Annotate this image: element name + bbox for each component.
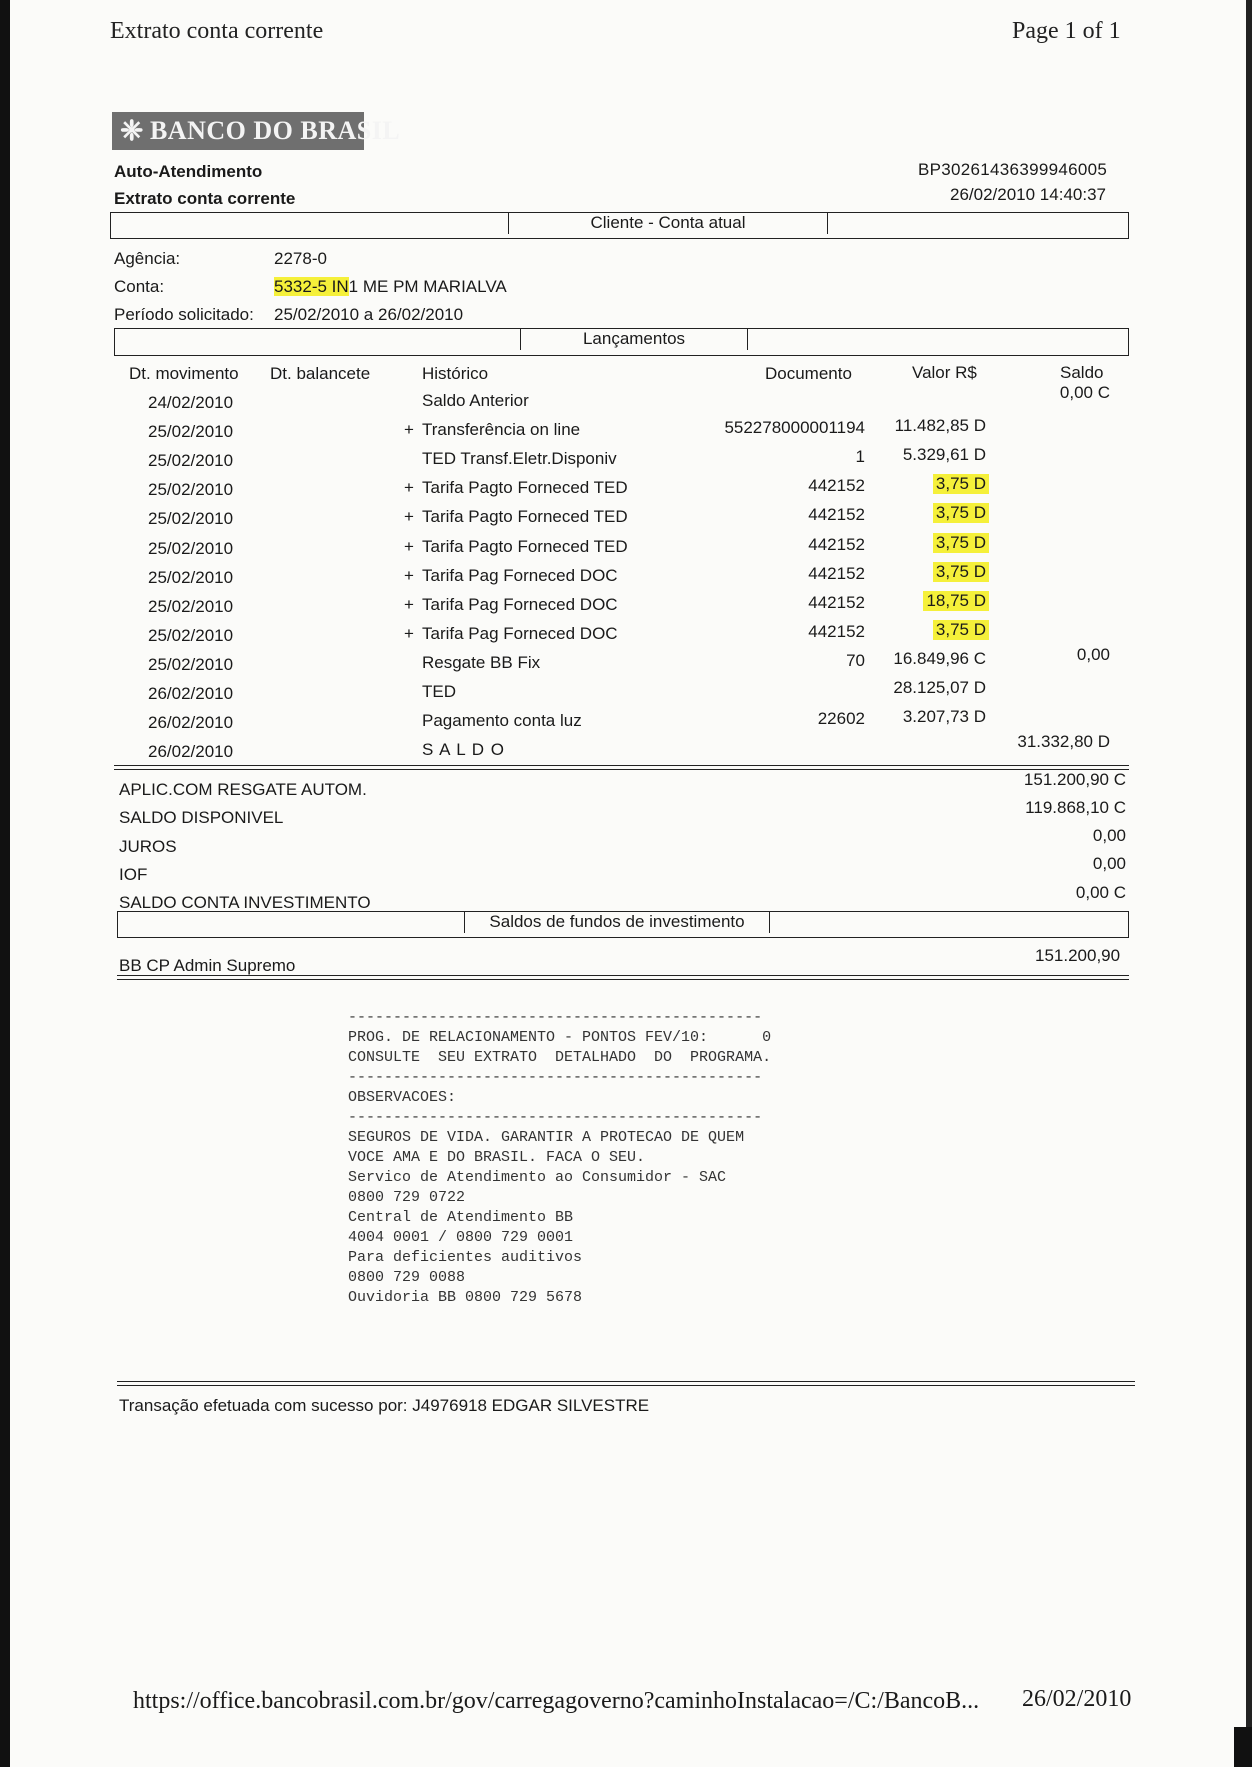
summary-value: 151.200,90 C [1023,770,1126,789]
row-valor: 18,75 D [923,591,989,611]
row-sign: + [404,420,414,439]
notes-body-4: Central de Atendimento BB [348,1209,574,1226]
transaction-code: BP30261436399946005 [918,160,1108,179]
row-sign: + [404,537,414,556]
notes-dashes: ---------------------------------------------- [348,1109,763,1126]
observations-block [348,1008,771,1308]
notes-body-3: 0800 729 0722 [348,1189,466,1206]
row-documento: 442152 [808,535,865,554]
row-date: 25/02/2010 [148,539,234,558]
row-historico: Pagamento conta luz [422,711,582,730]
conta-label: Conta: [114,277,165,296]
row-date: 25/02/2010 [148,422,234,441]
row-historico: Tarifa Pagto Forneced TED [422,478,628,497]
notes-dashes: ---------------------------------------------- [348,1069,763,1086]
row-sign: + [404,507,414,526]
fundos-section-box [117,911,1129,938]
print-header-title: Extrato conta corrente [110,18,324,44]
bank-logo-text: BANCO DO BRASIL [149,116,401,145]
row-valor: 3,75 D [933,620,989,640]
row-date: 25/02/2010 [148,451,234,470]
row-date: 25/02/2010 [148,626,234,645]
notes-observacoes: OBSERVACOES: [348,1089,457,1106]
row-valor: 16.849,96 C [893,649,986,668]
row-date: 25/02/2010 [148,597,234,616]
summary-label: SALDO DISPONIVEL [119,808,284,827]
row-date: 26/02/2010 [148,684,234,703]
col-dt-movimento: Dt. movimento [129,364,239,383]
fundos-section-title: Saldos de fundos de investimento [464,911,770,933]
fundo-name: BB CP Admin Supremo [119,956,296,975]
bank-logo-icon: ❈ [120,116,144,147]
col-historico: Histórico [422,364,489,383]
row-documento: 552278000001194 [724,418,865,437]
row-documento: 442152 [808,593,865,612]
row-sign: + [404,478,414,497]
row-valor: 11.482,85 D [894,416,986,435]
row-historico: Tarifa Pag Forneced DOC [422,566,618,585]
summary-label: IOF [119,865,148,884]
row-date: 25/02/2010 [148,568,234,587]
row-documento: 1 [855,447,865,466]
row-sign: + [404,566,414,585]
row-documento: 442152 [808,476,865,495]
notes-body-0: SEGUROS DE VIDA. GARANTIR A PROTECAO DE QUEM [348,1129,745,1146]
col-documento: Documento [765,364,852,383]
notes-consulte: CONSULTE SEU EXTRATO DETALHADO DO PROGRAMA. [348,1049,772,1066]
row-saldo: 0,00 [1076,645,1110,664]
cliente-section-title: Cliente - Conta atual [508,212,828,234]
fundo-value: 151.200,90 [1035,946,1121,965]
row-sign: + [404,624,414,643]
notes-body-8: Ouvidoria BB 0800 729 5678 [348,1289,583,1306]
scan-edge [1234,1727,1252,1767]
row-date: 25/02/2010 [148,509,234,528]
print-header-page: Page 1 of 1 [1012,18,1121,44]
row-documento: 70 [846,651,865,670]
notes-body-5: 4004 0001 / 0800 729 0001 [348,1229,574,1246]
row-documento: 442152 [808,564,865,583]
notes-body-2: Servico de Atendimento ao Consumidor - SAC [348,1169,727,1186]
summary-separator [114,765,1129,770]
agencia-value: 2278-0 [274,249,327,268]
transaction-datetime: 26/02/2010 14:40:37 [950,185,1106,204]
row-historico: TED [422,682,456,701]
row-valor: 28.125,07 D [893,678,986,697]
conta-rest: 1 ME PM MARIALVA [348,277,507,296]
row-historico: S A L D O [422,740,506,759]
summary-label: JUROS [119,837,177,856]
row-historico: Transferência on line [422,420,581,439]
row-historico: Tarifa Pag Forneced DOC [422,595,618,614]
row-saldo: 0,00 C [1059,383,1110,402]
col-valor: Valor R$ [912,363,977,382]
summary-label: SALDO CONTA INVESTIMENTO [119,893,371,912]
notes-body-6: Para deficientes auditivos [348,1249,583,1266]
row-valor: 5.329,61 D [902,445,986,464]
row-valor: 3,75 D [933,474,989,494]
row-date: 26/02/2010 [148,713,234,732]
agencia-label: Agência: [114,249,181,268]
col-saldo: Saldo [1060,363,1104,382]
row-historico: Resgate BB Fix [422,653,541,672]
notes-body-7: 0800 729 0088 [348,1269,466,1286]
summary-value: 119.868,10 C [1025,798,1126,817]
conta-highlight: 5332-5 IN [274,277,349,296]
row-documento: 442152 [808,505,865,524]
row-saldo: 31.332,80 D [1017,732,1110,751]
extrato-title: Extrato conta corrente [114,189,296,208]
lancamentos-section-title: Lançamentos [520,328,748,350]
row-valor: 3,75 D [933,533,989,553]
conta-value [274,277,507,297]
row-documento: 22602 [817,709,865,728]
row-documento: 442152 [808,622,865,641]
periodo-label: Período solicitado: [114,305,254,324]
row-historico: Tarifa Pag Forneced DOC [422,624,618,643]
row-valor: 3,75 D [933,503,989,523]
summary-value: 0,00 C [1075,883,1126,902]
row-sign: + [404,595,414,614]
cliente-section-box [110,212,1129,239]
row-date: 25/02/2010 [148,480,234,499]
notes-dashes: ---------------------------------------------- [348,1009,763,1026]
periodo-value: 25/02/2010 a 26/02/2010 [274,305,464,324]
fundos-separator [117,975,1129,980]
row-date: 24/02/2010 [148,393,234,412]
row-historico: Tarifa Pagto Forneced TED [422,507,628,526]
row-date: 25/02/2010 [148,655,234,674]
scan-edge [0,0,10,1767]
row-valor: 3,75 D [933,562,989,582]
summary-label: APLIC.COM RESGATE AUTOM. [119,780,367,799]
notes-pontos: PROG. DE RELACIONAMENTO - PONTOS FEV/10: 0 [348,1029,772,1046]
summary-value: 0,00 [1092,854,1126,873]
scan-edge [1246,0,1252,1767]
footer-date: 26/02/2010 [1022,1686,1132,1712]
notes-body-1: VOCE AMA E DO BRASIL. FACA O SEU. [348,1149,646,1166]
transacao-text: Transação efetuada com sucesso por: J4976918 EDGAR SILVESTRE [119,1396,650,1415]
row-date: 26/02/2010 [148,742,234,761]
summary-value: 0,00 [1092,826,1126,845]
auto-atendimento-label: Auto-Atendimento [114,162,263,181]
col-dt-balancete: Dt. balancete [270,364,371,383]
row-historico: Tarifa Pagto Forneced TED [422,537,628,556]
row-historico: Saldo Anterior [422,391,529,410]
bank-logo [112,112,401,150]
row-valor: 3.207,73 D [902,707,986,726]
row-historico: TED Transf.Eletr.Disponiv [422,449,617,468]
transacao-separator [117,1381,1135,1386]
footer-url: https://office.bancobrasil.com.br/gov/carregagoverno?caminhoInstalacao=/C:/BancoB... [133,1688,980,1714]
lancamentos-section-box [114,328,1129,356]
